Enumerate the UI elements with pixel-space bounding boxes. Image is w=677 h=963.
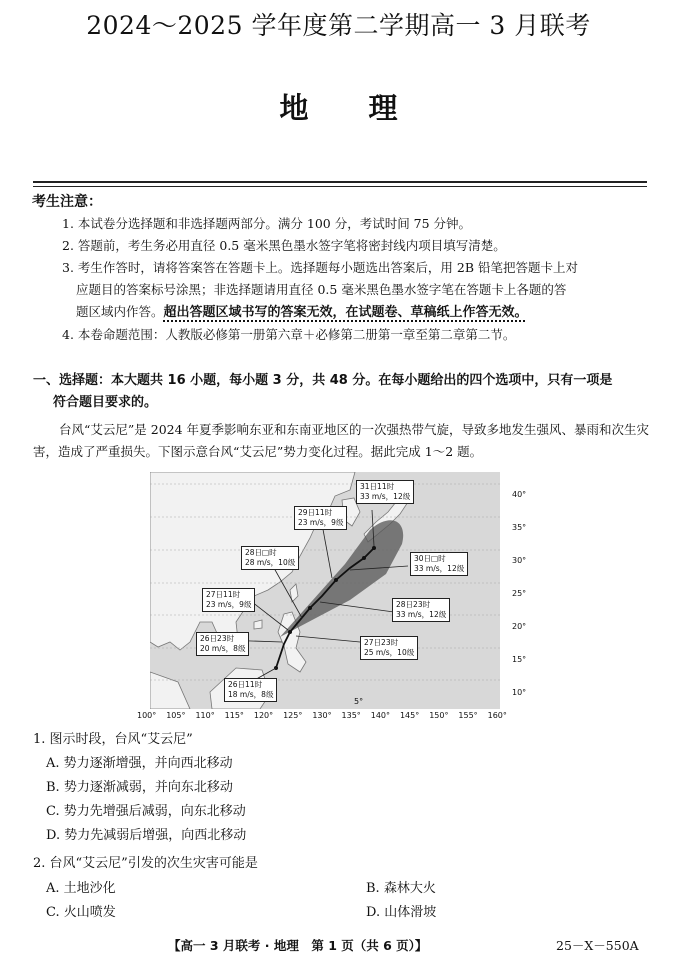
label-time: 28日23时: [396, 600, 431, 609]
label-time: 28日□时: [245, 548, 277, 557]
label-intensity: 20 m/s，8级: [200, 644, 246, 653]
label-intensity: 33 m/s，12级: [414, 564, 465, 573]
latitude-labels: [512, 478, 526, 709]
typhoon-label-box: [241, 546, 299, 570]
label-time: 31日11时: [360, 482, 395, 491]
question-2-option-d[interactable]: D. 山体滑坡: [366, 905, 437, 920]
label-time: 27日11时: [206, 590, 241, 599]
typhoon-label-box: [392, 598, 450, 622]
notice-heading: 考生注意：: [32, 194, 102, 210]
page-footer: 【高一 3 月联考 · 地理 第 1 页（共 6 页）】: [168, 938, 428, 953]
intro-text: 台风“艾云尼”是 2024 年夏季影响东亚和东南亚地区的一次强热带气旋，导致多地发生强风、暴雨和次生灾害，造成了严重损失。下图示意台风“艾云尼”势力变化过程。据此完成 1～2 题。: [33, 422, 650, 459]
section-heading-line-2: 符合题目要求的。: [53, 395, 158, 410]
lat-label: 35°: [512, 523, 527, 532]
lon-label: 145°: [399, 711, 420, 720]
lon-label: 135°: [341, 711, 361, 720]
question-1-option-a[interactable]: A. 势力逐渐增强，并向西北移动: [46, 756, 233, 771]
label-intensity: 23 m/s，9级: [206, 600, 252, 609]
hainan-island: [254, 620, 262, 629]
lon-label: 155°: [458, 711, 478, 720]
lat-label: 20°: [512, 622, 527, 631]
notice-item-3-line-1: 3. 考生作答时，请将答案答在答题卡上。选择题每小题选出答案后，用 2B 铅笔把答题卡上对: [62, 260, 578, 275]
question-1-option-c[interactable]: C. 势力先增强后减弱，向东北移动: [46, 804, 246, 819]
label-intensity: 28 m/s，10级: [245, 558, 296, 567]
lon-label: 100°: [137, 711, 157, 720]
typhoon-label-box: [410, 552, 468, 576]
typhoon-label-box: [224, 678, 277, 702]
lat-label: 25°: [512, 589, 527, 598]
notice-emphasis: 超出答题区域书写的答案无效，在试题卷、草稿纸上作答无效。: [163, 305, 528, 320]
notice-item-3-line-3: [76, 301, 528, 324]
label-intensity: 33 m/s，12级: [396, 610, 447, 619]
lon-label: 115°: [224, 711, 244, 720]
label-time: 26日11时: [228, 680, 263, 689]
label-time: 27日23时: [364, 638, 399, 647]
label-intensity: 18 m/s，8级: [228, 690, 274, 699]
section-heading-line-1: 一、选择题：本大题共 16 小题，每小题 3 分，共 48 分。在每小题给出的四个选项中，只有一项是: [33, 373, 613, 388]
header-divider-thin: [33, 186, 647, 187]
notice-item-3-text: 题区域内作答。: [76, 304, 164, 319]
notice-item-2: 2. 答题前，考生务必用直径 0.5 毫米黑色墨水签字笔将密封线内项目填写清楚。: [62, 238, 506, 253]
typhoon-label-box: [196, 632, 249, 656]
typhoon-label-box: [356, 480, 414, 504]
lat-label: 10°: [512, 688, 527, 697]
lon-label: 150°: [429, 711, 449, 720]
question-1-option-b[interactable]: B. 势力逐渐减弱，并向东北移动: [46, 780, 233, 795]
lat-label: 30°: [512, 556, 527, 565]
question-1-stem: 1. 图示时段，台风“艾云尼”: [33, 732, 193, 747]
label-intensity: 23 m/s，9级: [298, 518, 344, 527]
label-time: 30日□时: [414, 554, 446, 563]
notice-item-1: 1. 本试卷分选择题和非选择题两部分。满分 100 分，考试时间 75 分钟。: [62, 216, 472, 231]
label-time: 26日23时: [200, 634, 235, 643]
exam-title: 2024～2025 学年度第二学期高一 3 月联考: [86, 11, 591, 40]
lon-label: 105°: [166, 711, 186, 720]
label-time: 29日11时: [298, 508, 333, 517]
lon-label: 110°: [195, 711, 215, 720]
typhoon-label-box: [202, 588, 255, 612]
section-heading: [33, 370, 612, 414]
notice-item-3-line-2: 应题目的答案标号涂黑；非选择题请用直径 0.5 毫米黑色墨水签字笔在答题卡上各题的答: [76, 282, 567, 297]
lat-label: 40°: [512, 490, 527, 499]
question-2-option-a[interactable]: A. 土地沙化: [46, 881, 116, 896]
lon-label: 160°: [487, 711, 507, 720]
lon-label: 120°: [253, 711, 274, 720]
lat-label-last: 5°: [354, 697, 364, 706]
subject-title: 地理: [279, 91, 458, 125]
question-1-option-d[interactable]: D. 势力先减弱后增强，向西北移动: [46, 828, 247, 843]
typhoon-label-box: [294, 506, 347, 530]
paper-code: 25－X－550A: [556, 938, 639, 953]
header-divider: [33, 181, 647, 183]
question-2-option-c[interactable]: C. 火山喷发: [46, 905, 116, 920]
label-intensity: 33 m/s，12级: [360, 492, 411, 501]
lon-label: 140°: [370, 711, 391, 720]
typhoon-label-box: [360, 636, 418, 660]
lon-label: 125°: [283, 711, 303, 720]
question-2-option-b[interactable]: B. 森林大火: [366, 881, 436, 896]
lat-label: 15°: [512, 655, 527, 664]
longitude-labels: [137, 711, 507, 720]
question-intro: [33, 419, 653, 463]
notice-item-4: 4. 本卷命题范围：人教版必修第一册第六章＋必修第二册第一章至第二章第二节。: [62, 327, 516, 342]
question-2-stem: 2. 台风“艾云尼”引发的次生灾害可能是: [33, 856, 258, 871]
lon-label: 130°: [312, 711, 332, 720]
label-intensity: 25 m/s，10级: [364, 648, 415, 657]
